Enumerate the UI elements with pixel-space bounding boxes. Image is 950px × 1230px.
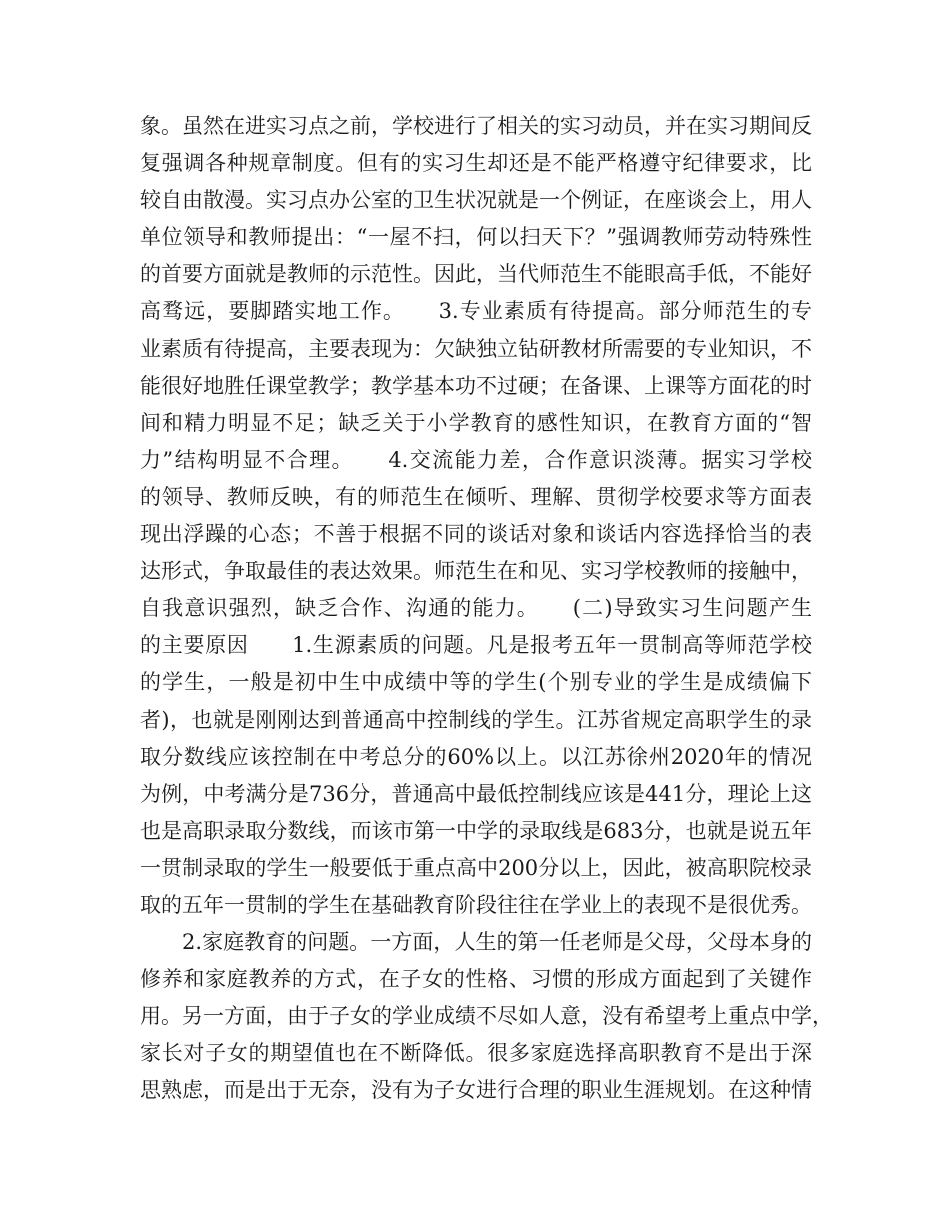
text-line: 能很好地胜任课堂教学；教学基本功不过硬；在备课、上课等方面花的时 xyxy=(140,373,812,398)
text-line: 的领导、教师反映，有的师范生在倾听、理解、贯彻学校要求等方面表 xyxy=(140,484,812,509)
text-line: 为例，中考满分是736分，普通高中最低控制线应该是441分，理论上这 xyxy=(140,781,812,806)
text-line: 的学生，一般是初中生中成绩中等的学生(个别专业的学生是成绩偏下 xyxy=(140,670,812,695)
text-line: 间和精力明显不足；缺乏关于小学教育的感性知识，在教育方面的“智 xyxy=(140,410,812,435)
text-line: 家长对子女的期望值也在不断降低。很多家庭选择高职教育不是出于深 xyxy=(140,1041,812,1066)
text-line: 的首要方面就是教师的示范性。因此，当代师范生不能眼高手低，不能好 xyxy=(140,262,812,287)
text-line: 的主要原因 1.生源素质的问题。凡是报考五年一贯制高等师范学校 xyxy=(140,633,812,658)
text-line: 也是高职录取分数线，而该市第一中学的录取线是683分，也就是说五年 xyxy=(140,818,812,843)
body-text xyxy=(140,108,833,1110)
text-line: 复强调各种规章制度。但有的实习生却还是不能严格遵守纪律要求，比 xyxy=(140,151,812,176)
text-line: 用。另一方面，由于子女的学业成绩不尽如人意，没有希望考上重点中学， xyxy=(140,1004,833,1029)
text-line: 自我意识强烈，缺乏合作、沟通的能力。 (二)导致实习生问题产生 xyxy=(140,596,812,621)
text-line: 单位领导和教师提出：“一屋不扫，何以扫天下？”强调教师劳动特殊性 xyxy=(140,225,812,250)
text-line: 2.家庭教育的问题。一方面，人生的第一任老师是父母，父母本身的 xyxy=(182,930,812,955)
text-line: 取分数线应该控制在中考总分的60%以上。以江苏徐州2020年的情况 xyxy=(140,744,812,769)
text-line: 业素质有待提高，主要表现为：欠缺独立钻研教材所需要的专业知识，不 xyxy=(140,336,812,361)
text-line: 象。虽然在进实习点之前，学校进行了相关的实习动员，并在实习期间反 xyxy=(140,114,812,138)
text-line: 者)，也就是刚刚达到普通高中控制线的学生。江苏省规定高职学生的录 xyxy=(140,707,812,732)
text-line: 力”结构明显不合理。 4.交流能力差，合作意识淡薄。据实习学校 xyxy=(140,447,812,472)
text-line: 高骛远，要脚踏实地工作。 3.专业素质有待提高。部分师范生的专 xyxy=(140,299,812,324)
text-line: 思熟虑，而是出于无奈，没有为子女进行合理的职业生涯规划。在这种情 xyxy=(140,1078,812,1103)
text-line: 达形式，争取最佳的表达效果。师范生在和见、实习学校教师的接触中， xyxy=(140,559,812,584)
text-line: 一贯制录取的学生一般要低于重点高中200分以上，因此，被高职院校录 xyxy=(140,855,812,880)
text-line: 取的五年一贯制的学生在基础教育阶段往往在学业上的表现不是很优秀。 xyxy=(140,892,812,917)
text-line: 现出浮躁的心态；不善于根据不同的谈话对象和谈话内容选择恰当的表 xyxy=(140,522,812,547)
text-line: 较自由散漫。实习点办公室的卫生状况就是一个例证，在座谈会上，用人 xyxy=(140,188,812,213)
text-line: 修养和家庭教养的方式，在子女的性格、习惯的形成方面起到了关键作 xyxy=(140,967,812,992)
